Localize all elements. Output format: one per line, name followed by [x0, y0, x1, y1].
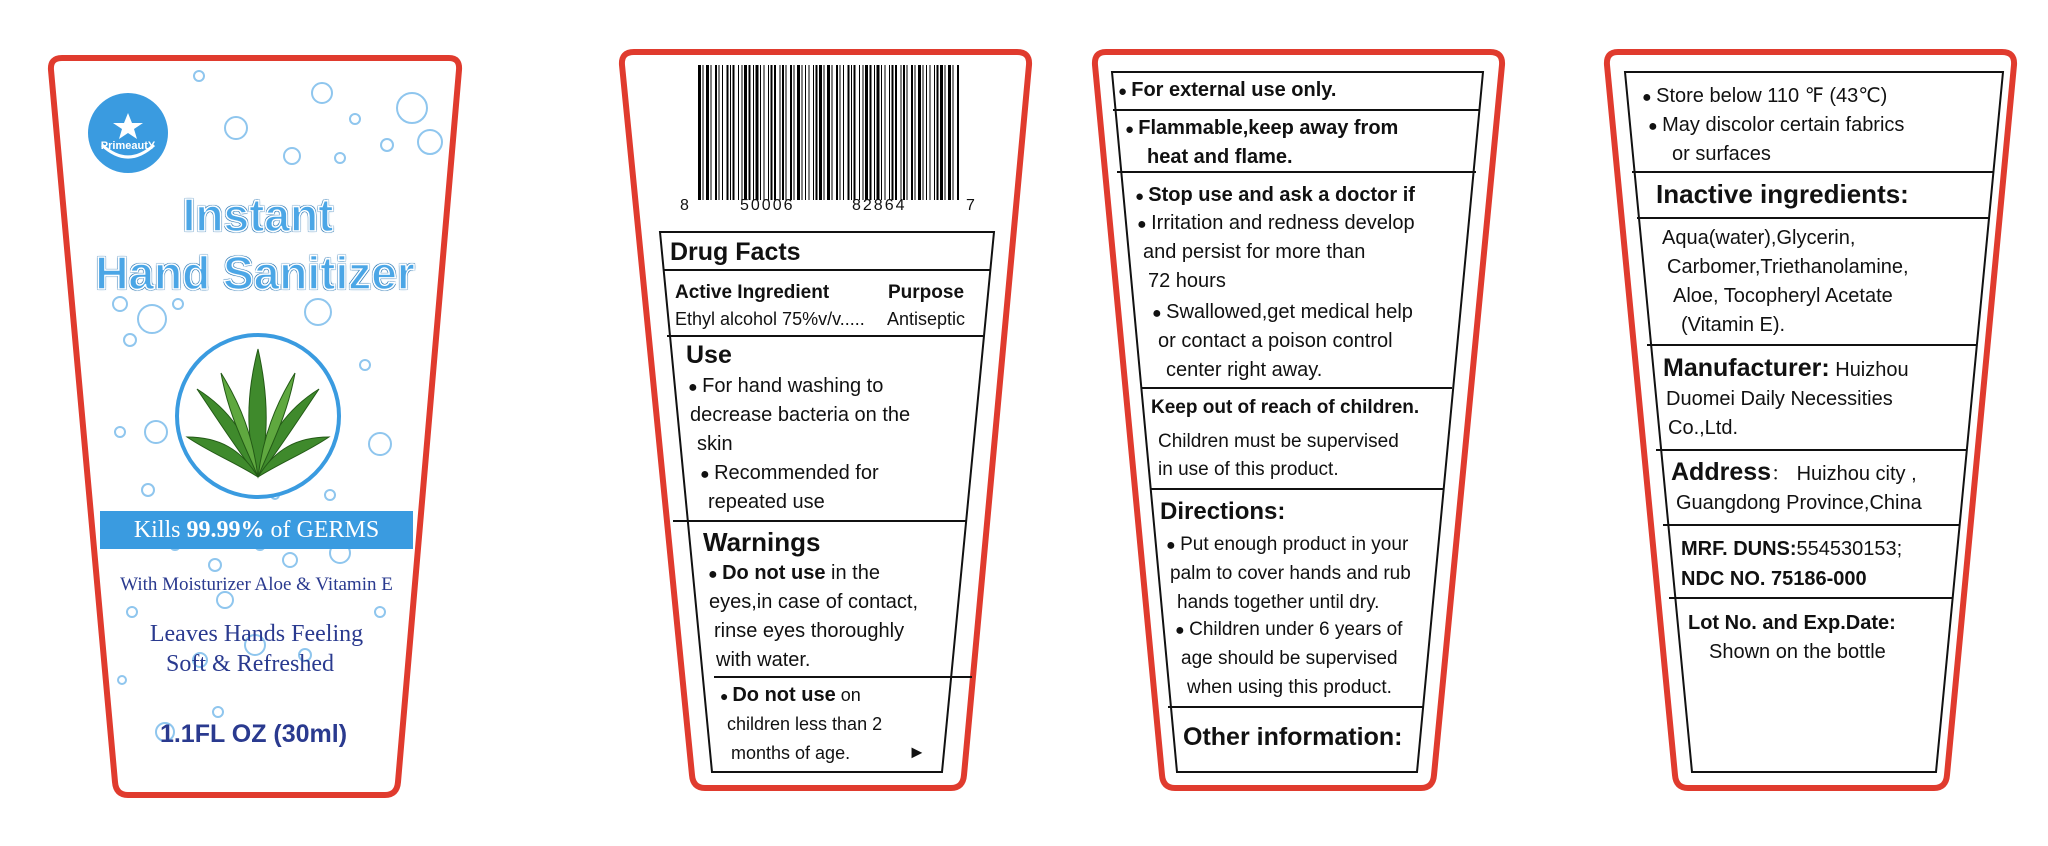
irritation-line2: and persist for more than [1143, 241, 1366, 263]
manufacturer-line2: Duomei Daily Necessities [1666, 388, 1893, 410]
use-item-2-line1: ● Recommended for [700, 459, 879, 489]
manufacturer-line1 [1663, 354, 1909, 385]
discolor-line2: or surfaces [1672, 143, 1771, 165]
active-ingredient-value: Ethyl alcohol 75%v/v..... [675, 309, 865, 329]
warning-2-line3: months of age. [731, 743, 851, 763]
flammable-label: Flammable,keep away from [1138, 117, 1399, 139]
directions-heading: Directions: [1160, 498, 1286, 525]
keep-out-line1: Children must be supervised [1158, 431, 1399, 452]
use-item-2-line2: repeated use [708, 491, 825, 513]
other-information-heading: Other information: [1183, 723, 1403, 751]
manufacturer-city: Huizhou [1829, 359, 1909, 381]
directions-2-line3: when using this product. [1187, 677, 1392, 698]
manufacturer-line3: Co.,Ltd. [1668, 417, 1739, 439]
ndc-number: NDC NO. 75186-000 [1681, 568, 1867, 590]
directions-1-line1: ● Put enough product in your [1166, 530, 1408, 560]
swallowed-line2: or contact a poison control [1158, 330, 1393, 352]
purpose-header: Purpose [888, 282, 965, 303]
keep-out-line2: in use of this product. [1158, 459, 1339, 480]
barcode-digit-1: 8 [680, 197, 689, 214]
stop-use-heading: ● Stop use and ask a doctor if [1135, 184, 1415, 206]
lot-exp-value: Shown on the bottle [1709, 641, 1886, 663]
inactive-line4: (Vitamin E). [1681, 314, 1786, 336]
barcode-digit-2: 50006 [740, 197, 795, 214]
barcode-digit-4: 7 [966, 197, 975, 214]
leaves-hands-line1: Leaves Hands Feeling [149, 621, 364, 647]
warning-1-line2: eyes,in case of contact, [709, 591, 919, 613]
purpose-value: Antiseptic [887, 309, 966, 329]
warning-1-line3: rinse eyes thoroughly [714, 620, 905, 642]
barcode-digit-3: 82864 [852, 197, 907, 214]
use-heading: Use [686, 341, 732, 369]
manufacturer-label: Manufacturer: [1663, 354, 1830, 382]
warning-1-line4: with water. [716, 649, 811, 671]
kills-suffix: of GERMS [270, 517, 380, 543]
warning-2-line1: ● Do not use on [720, 684, 861, 706]
inactive-line1: Aqua(water),Glycerin, [1662, 227, 1856, 249]
warning-1-rest: in the [825, 562, 880, 584]
leaves-hands-line2: Soft & Refreshed [166, 651, 334, 677]
flammable-line1: ● Flammable,keep away from [1125, 117, 1399, 139]
store-below-text: ● Store below 110 ℉ (43℃) [1642, 82, 1887, 112]
swallowed-line3: center right away. [1166, 359, 1323, 381]
warning-2-rest: on [835, 685, 861, 705]
warnings-heading: Warnings [703, 527, 821, 557]
moisturizer-claim: With Moisturizer Aloe & Vitamin E [120, 574, 393, 595]
duns-label: MRF. DUNS: [1681, 538, 1797, 560]
lot-exp-heading: Lot No. and Exp.Date: [1688, 612, 1896, 634]
warning-1-bold: Do not use [722, 562, 826, 584]
address-line1 [1671, 458, 1917, 489]
discolor-line1: ● May discolor certain fabrics [1648, 111, 1904, 141]
inactive-line3: Aloe, Tocopheryl Acetate [1673, 285, 1893, 307]
continue-arrow-icon: ► [908, 742, 926, 762]
warning-1-line1: ● Do not use in the [708, 562, 880, 584]
stop-use-label: Stop use and ask a doctor if [1148, 184, 1415, 206]
drug-facts-heading: Drug Facts [670, 238, 801, 266]
inactive-line2: Carbomer,Triethanolamine, [1667, 256, 1909, 278]
volume-label: 1.1FL OZ (30ml) [159, 720, 348, 748]
directions-2-line2: age should be supervised [1181, 648, 1398, 669]
inactive-ingredients-heading: Inactive ingredients: [1656, 179, 1909, 209]
directions-1-line2: palm to cover hands and rub [1170, 563, 1411, 584]
address-line2: Guangdong Province,China [1676, 492, 1922, 514]
product-title-line2: Hand Sanitizer [95, 247, 415, 299]
directions-2-line1: ● Children under 6 years of [1175, 615, 1402, 645]
duns-line [1681, 535, 1902, 564]
external-use-label: For external use only. [1131, 79, 1337, 101]
use-item-1-line1: ● For hand washing to [688, 372, 883, 402]
flammable-line2: heat and flame. [1147, 146, 1293, 168]
warning-2-bold: Do not use [732, 684, 836, 706]
address-city: ： Huizhou city , [1771, 463, 1917, 485]
active-ingredient-header: Active Ingredient [675, 282, 830, 303]
logo-text: PrimeautY [100, 140, 156, 152]
use-item-1-line3: skin [697, 433, 733, 455]
irritation-line1: ● Irritation and redness develop [1137, 209, 1415, 239]
use-item-1-line2: decrease bacteria on the [690, 404, 911, 426]
keep-out-of-reach-heading: Keep out of reach of children. [1151, 397, 1420, 418]
address-label: Address [1671, 458, 1772, 486]
swallowed-line1: ● Swallowed,get medical help [1152, 298, 1413, 328]
directions-1-line3: hands together until dry. [1177, 592, 1380, 613]
irritation-line3: 72 hours [1148, 270, 1226, 292]
product-title-line1: Instant [182, 189, 334, 241]
warning-2-line2: children less than 2 [727, 714, 883, 734]
kills-prefix: Kills [133, 517, 181, 543]
kills-percentage: 99.99% [186, 517, 265, 543]
external-use-text: ● For external use only. [1118, 79, 1337, 101]
duns-value: 554530153; [1796, 538, 1903, 560]
